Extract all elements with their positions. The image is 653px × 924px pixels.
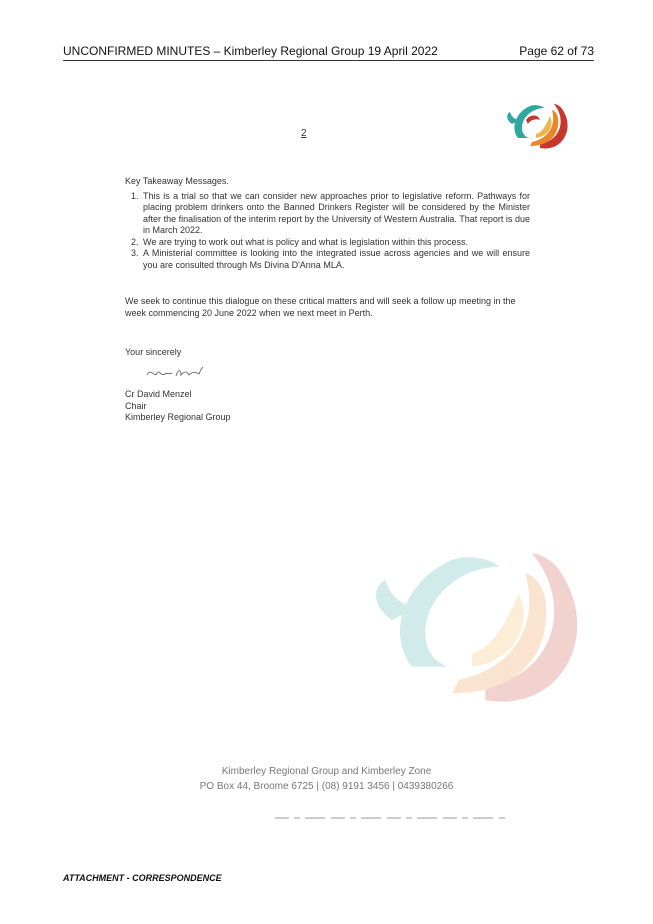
footer-address: PO Box 44, Broome 6725 | (08) 9191 3456 | 0439380266 bbox=[199, 781, 454, 792]
list-item: 2. We are trying to work out what is policy and what is legislation within this process. bbox=[141, 237, 530, 249]
kimberley-logo-icon bbox=[500, 94, 572, 154]
signer-block bbox=[125, 389, 231, 424]
takeaway-list bbox=[125, 191, 530, 272]
signer-name: Cr David Menzel bbox=[125, 389, 192, 399]
page-header bbox=[63, 44, 594, 61]
signer-organisation: Kimberley Regional Group bbox=[125, 412, 231, 422]
letter-body bbox=[125, 176, 530, 359]
signature-image bbox=[145, 365, 205, 381]
logo-watermark-icon bbox=[352, 505, 592, 735]
list-item: 1. This is a trial so that we can consider new approaches prior to legislative reform. Pathways for placing problem drinkers onto the Banned Drinkers Register will be considered by the Minister after the finalisation of the interim report by the University of Western Australia. That report is due in March 2022. bbox=[141, 191, 530, 237]
footer-organisation: Kimberley Regional Group and Kimberley Zone bbox=[221, 766, 432, 777]
key-takeaway-heading: Key Takeaway Messages. bbox=[125, 176, 229, 186]
closing-salutation: Your sincerely bbox=[125, 347, 182, 357]
header-page-number: Page 62 of 73 bbox=[519, 44, 594, 58]
header-title: UNCONFIRMED MINUTES – Kimberley Regional Group 19 April 2022 bbox=[63, 44, 438, 58]
letter-page-number: 2 bbox=[301, 128, 307, 139]
cut-off-text-line bbox=[275, 816, 505, 820]
list-item: 3. A Ministerial committee is looking into the integrated issue across agencies and we will ensure you are consulted through Ms Divina D'Anna MLA. bbox=[141, 248, 530, 271]
follow-up-paragraph: We seek to continue this dialogue on these critical matters and will seek a follow up meeting in the week commencing 20 June 2022 when we next meet in Perth. bbox=[125, 296, 516, 318]
signer-title: Chair bbox=[125, 400, 147, 411]
attachment-label: ATTACHMENT - CORRESPONDENCE bbox=[63, 873, 222, 883]
